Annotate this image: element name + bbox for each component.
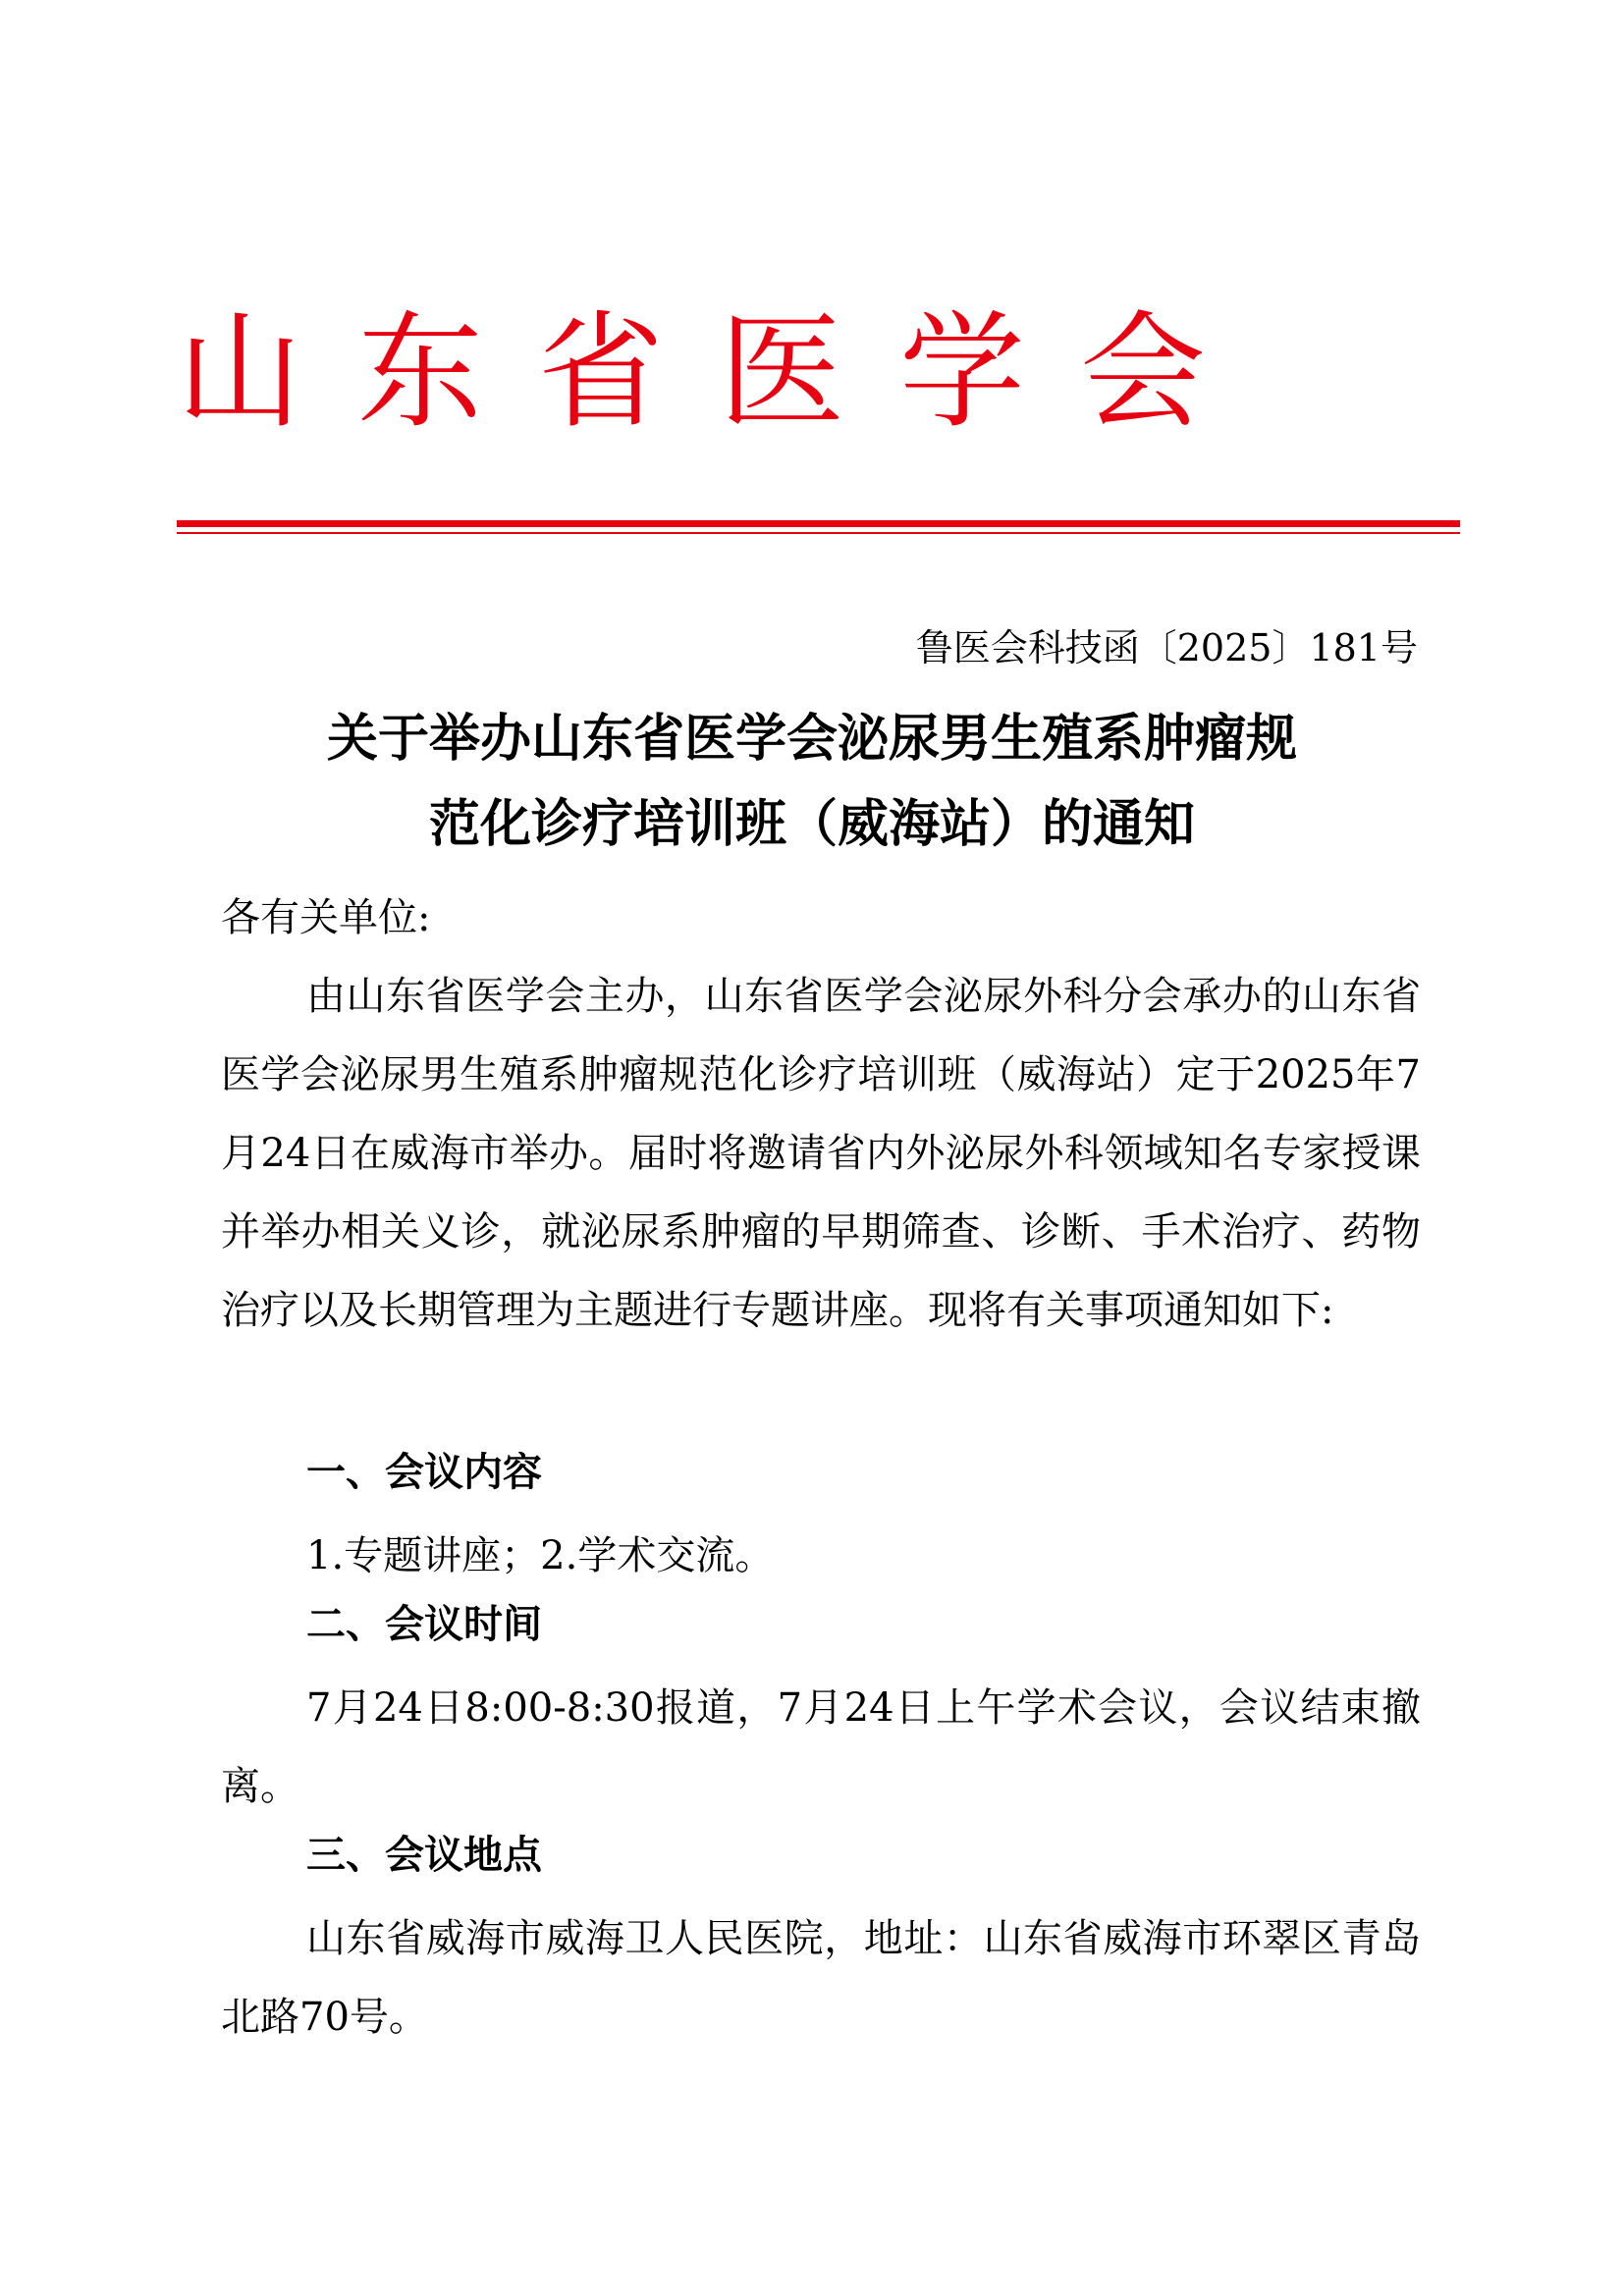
notice-title-line-1: 关于举办山东省医学会泌尿男生殖系肿瘤规 xyxy=(326,710,1297,769)
salutation: 各有关单位: xyxy=(221,895,431,940)
letterhead-rule-thin xyxy=(177,532,1460,534)
section-heading-time: 二、会议时间 xyxy=(306,1602,542,1647)
notice-title-line-2: 范化诊疗培训班（威海站）的通知 xyxy=(428,795,1195,854)
section-text-content: 1.专题讲座；2.学术交流。 xyxy=(306,1533,775,1578)
document-number: 鲁医会科技函〔2025〕181号 xyxy=(915,626,1418,669)
section-heading-location: 三、会议地点 xyxy=(306,1833,542,1878)
section-text-location: 山东省威海市威海卫人民医院，地址：山东省威海市环翠区青岛北路70号。 xyxy=(221,1916,1421,2040)
organization-letterhead: 山东省医学会 xyxy=(177,299,1262,446)
section-heading-content: 一、会议内容 xyxy=(306,1450,542,1495)
section-text-time: 7月24日8:00-8:30报道，7月24日上午学术会议，会议结束撤离。 xyxy=(221,1685,1421,1809)
intro-paragraph: 由山东省医学会主办，山东省医学会泌尿外科分会承办的山东省医学会泌尿男生殖系肿瘤规范化诊疗培训班（威海站）定于2025年7月24日在威海市举办。届时将邀请省内外泌尿外科领域知名专家授课并举办相关义诊，就泌尿系肿瘤的早期筛查、诊断、手术治疗、药物治疗以及长期管理为主题进行专题讲座。现将有关事项通知如下: xyxy=(221,974,1421,1333)
letterhead-rule-thick xyxy=(177,520,1460,527)
